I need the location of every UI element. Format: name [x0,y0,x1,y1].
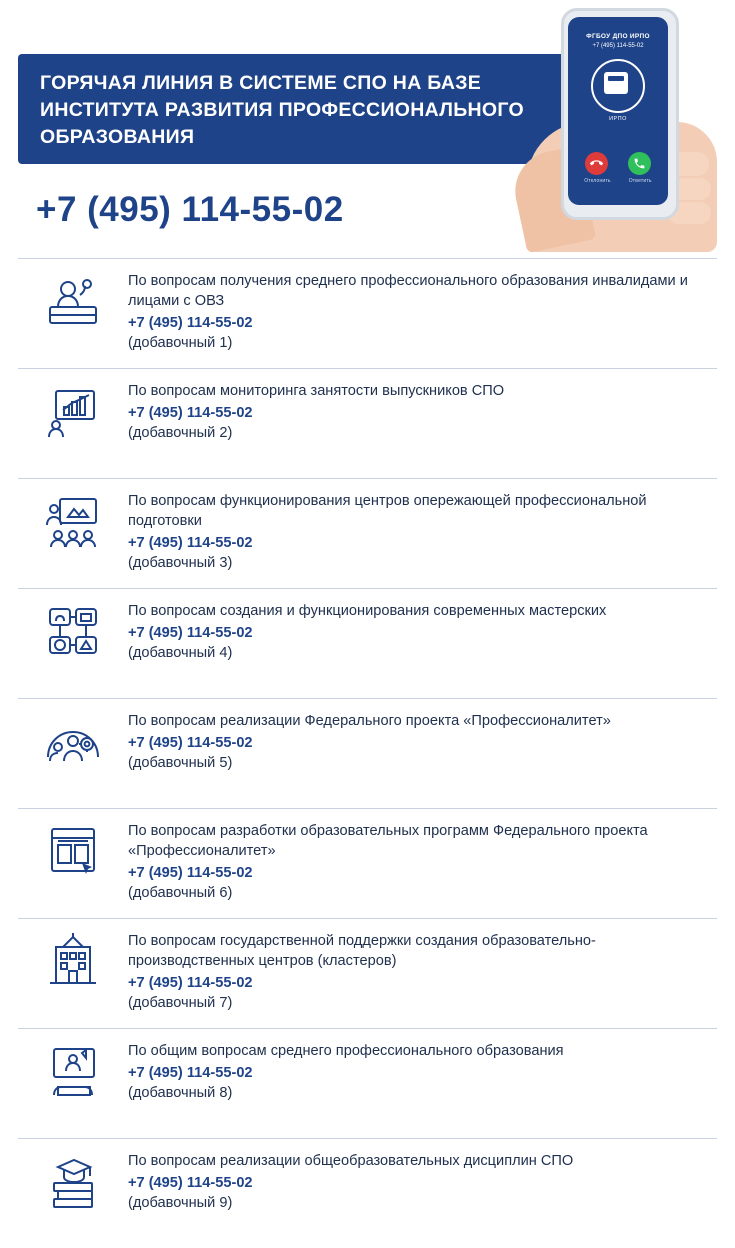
topic-extension: (добавочный 5) [128,755,233,771]
topic-phone: +7 (495) 114-55-02 [128,865,253,881]
list-item [18,699,717,809]
topic-text: По вопросам создания и функционирования современных мастерских [128,603,607,619]
topic-text: По вопросам функционирования центров опережающей профессиональной подготовки [128,493,647,529]
topic-extension: (добавочный 7) [128,995,233,1011]
list-item-content [128,377,717,443]
topic-extension: (добавочный 2) [128,425,233,441]
topic-extension: (добавочный 3) [128,555,233,571]
poster-header [0,0,735,258]
topic-extension: (добавочный 9) [128,1195,233,1211]
lecture-audience-icon [18,487,128,549]
topic-text: По общим вопросам среднего профессионального образования [128,1043,564,1059]
topic-phone: +7 (495) 114-55-02 [128,405,253,421]
list-item [18,809,717,919]
topic-phone: +7 (495) 114-55-02 [128,735,253,751]
smartphone-screen [568,17,668,205]
hand-holding-phone-illustration [517,2,717,252]
topic-extension: (добавочный 1) [128,335,233,351]
accept-call-icon[interactable] [628,152,651,175]
decline-label: Отклонить [584,178,611,184]
topic-text: По вопросам мониторинга занятости выпускников СПО [128,383,505,399]
list-item-content [128,597,717,663]
workshop-network-icon [18,597,128,659]
list-item [18,369,717,479]
list-item-content [128,817,717,903]
caller-number: +7 (495) 114-55-02 [592,43,644,49]
government-building-icon [18,927,128,989]
hotline-topics-list [18,258,717,1248]
teacher-at-desk-icon [18,267,128,329]
list-item-content [128,1037,717,1103]
chart-presentation-icon [18,377,128,439]
list-item [18,1139,717,1248]
topic-text: По вопросам реализации Федерального проекта «Профессионалитет» [128,713,611,729]
list-item [18,919,717,1029]
topic-phone: +7 (495) 114-55-02 [128,1065,253,1081]
topic-extension: (добавочный 8) [128,1085,233,1101]
topic-phone: +7 (495) 114-55-02 [128,625,253,641]
open-book-document-icon [18,817,128,879]
irpo-logo-icon [591,59,645,113]
list-item-content [128,707,717,773]
topic-text: По вопросам получения среднего профессионального образования инвалидами и лицами с ОВЗ [128,273,688,309]
topic-phone: +7 (495) 114-55-02 [128,975,253,991]
topic-extension: (добавочный 6) [128,885,233,901]
list-item [18,1029,717,1139]
main-phone-number: +7 (495) 114-55-02 [36,190,344,229]
smartphone-body [561,8,679,220]
logo-cap-shape [608,76,624,81]
online-lesson-icon [18,1037,128,1099]
list-item [18,259,717,369]
decline-call-icon[interactable] [585,152,608,175]
topic-text: По вопросам разработки образовательных программ Федерального проекта «Профессионалитет» [128,823,648,859]
list-item [18,479,717,589]
topic-text: По вопросам реализации общеобразовательных дисциплин СПО [128,1153,574,1169]
team-gear-icon [18,707,128,769]
list-item-content [128,267,717,353]
list-item-content [128,487,717,573]
call-actions [568,152,668,175]
list-item-content [128,1147,717,1213]
page-title: ГОРЯЧАЯ ЛИНИЯ В СИСТЕМЕ СПО НА БАЗЕ ИНСТИТУТА РАЗВИТИЯ ПРОФЕССИОНАЛЬНОГО ОБРАЗОВАНИЯ [40,72,524,148]
list-item [18,589,717,699]
topic-phone: +7 (495) 114-55-02 [128,315,253,331]
accept-label: Ответить [628,178,652,184]
list-item-content [128,927,717,1013]
caller-org-name: ФГБОУ ДПО ИРПО [586,33,650,40]
topic-extension: (добавочный 4) [128,645,233,661]
topic-text: По вопросам государственной поддержки создания образовательно-производственных центров (кластеров) [128,933,596,969]
logo-abbreviation: ИРПО [609,116,627,122]
topic-phone: +7 (495) 114-55-02 [128,1175,253,1191]
call-action-labels [568,175,668,184]
topic-phone: +7 (495) 114-55-02 [128,535,253,551]
